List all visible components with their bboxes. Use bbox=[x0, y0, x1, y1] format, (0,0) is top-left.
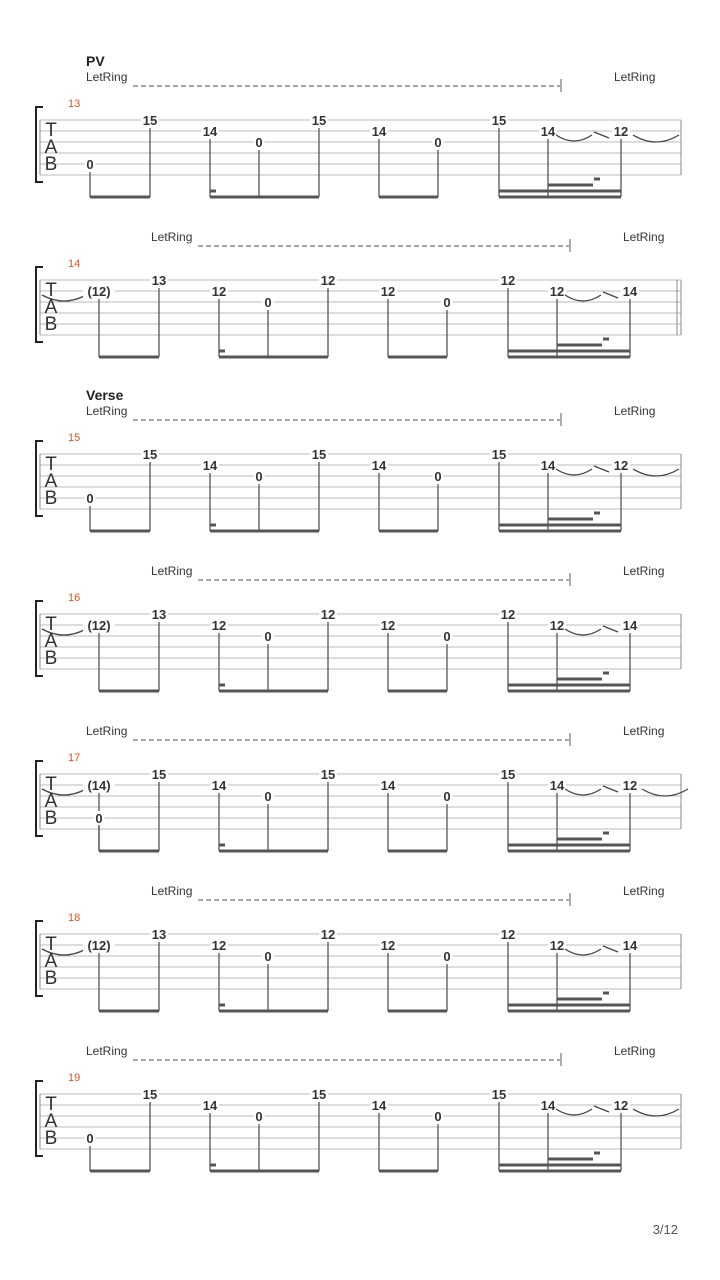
measure-number: 13 bbox=[68, 98, 81, 110]
measure-number: 15 bbox=[68, 432, 81, 444]
tab-clef-letter: A bbox=[44, 297, 58, 318]
tab-clef-letter: T bbox=[45, 280, 57, 301]
fret-number: 0 bbox=[255, 469, 263, 484]
measure-number: 19 bbox=[68, 1072, 81, 1084]
fret-number: 12 bbox=[211, 618, 227, 633]
fret-number: 15 bbox=[311, 447, 327, 462]
tab-system-18 bbox=[36, 884, 681, 1011]
tab-system-16 bbox=[36, 564, 681, 691]
tab-clef-letter: B bbox=[44, 648, 58, 669]
fret-number: 0 bbox=[434, 135, 442, 150]
tab-clef-letter: T bbox=[45, 1094, 57, 1115]
fret-number: 15 bbox=[311, 1087, 327, 1102]
slide-line bbox=[594, 1106, 609, 1112]
tie-arc bbox=[565, 789, 601, 795]
fret-number: 14 bbox=[202, 124, 218, 139]
measure-number: 17 bbox=[68, 752, 81, 764]
fret-number: 15 bbox=[491, 1087, 507, 1102]
tab-clef-letter: B bbox=[44, 154, 58, 175]
tab-clef-letter: A bbox=[44, 1111, 58, 1132]
tab-clef-letter: B bbox=[44, 968, 58, 989]
fret-number: 14 bbox=[540, 124, 556, 139]
fret-number: 15 bbox=[142, 1087, 158, 1102]
fret-number: 14 bbox=[380, 778, 396, 793]
fret-number: 0 bbox=[443, 629, 451, 644]
tie-arc bbox=[565, 295, 601, 301]
fret-number: 12 bbox=[549, 938, 565, 953]
measure-number: 16 bbox=[68, 592, 81, 604]
fret-number: 0 bbox=[443, 295, 451, 310]
fret-number: 12 bbox=[211, 284, 227, 299]
fret-number: 14 bbox=[540, 458, 556, 473]
fret-number: 0 bbox=[264, 295, 272, 310]
slide-line bbox=[603, 292, 618, 298]
letring-label: LetRing bbox=[623, 230, 665, 244]
fret-number: 0 bbox=[434, 1109, 442, 1124]
letring-label: LetRing bbox=[86, 70, 128, 84]
letring-label: LetRing bbox=[86, 404, 128, 418]
letring-label: LetRing bbox=[623, 564, 665, 578]
fret-number: 0 bbox=[86, 491, 94, 506]
fret-number: 15 bbox=[500, 767, 516, 782]
tab-clef-letter: B bbox=[44, 808, 58, 829]
letring-label: LetRing bbox=[86, 724, 128, 738]
tab-system-15 bbox=[36, 387, 681, 531]
fret-number: 0 bbox=[255, 1109, 263, 1124]
slide-line bbox=[603, 946, 618, 952]
tab-clef-letter: A bbox=[44, 631, 58, 652]
measure-number: 14 bbox=[68, 258, 81, 270]
letring-label: LetRing bbox=[623, 724, 665, 738]
fret-number: 14 bbox=[622, 284, 638, 299]
letring-label: LetRing bbox=[151, 564, 193, 578]
fret-number: 0 bbox=[255, 135, 263, 150]
fret-number: 12 bbox=[320, 273, 336, 288]
fret-number: 0 bbox=[434, 469, 442, 484]
fret-number: 13 bbox=[151, 927, 167, 942]
fret-number: 12 bbox=[380, 284, 396, 299]
fret-number: 14 bbox=[202, 1098, 218, 1113]
fret-number: 15 bbox=[151, 767, 167, 782]
page-number: 3/12 bbox=[652, 1222, 678, 1237]
fret-number: 12 bbox=[613, 1098, 629, 1113]
slide-line bbox=[594, 132, 609, 138]
slide-line bbox=[603, 626, 618, 632]
fret-number: 12 bbox=[613, 458, 629, 473]
fret-number: 0 bbox=[264, 629, 272, 644]
fret-number: (12) bbox=[87, 284, 111, 299]
fret-number: 14 bbox=[549, 778, 565, 793]
fret-number: 0 bbox=[443, 949, 451, 964]
tab-system-13 bbox=[36, 53, 681, 197]
fret-number: (12) bbox=[87, 618, 111, 633]
tab-clef-letter: A bbox=[44, 137, 58, 158]
fret-number: 15 bbox=[142, 113, 158, 128]
fret-number: 14 bbox=[622, 938, 638, 953]
slide-line bbox=[603, 786, 618, 792]
fret-number: 12 bbox=[500, 607, 516, 622]
tab-clef-letter: T bbox=[45, 454, 57, 475]
fret-number: 0 bbox=[264, 949, 272, 964]
letring-label: LetRing bbox=[151, 230, 193, 244]
fret-number: 12 bbox=[380, 618, 396, 633]
fret-number: 0 bbox=[86, 157, 94, 172]
slide-line bbox=[594, 466, 609, 472]
letring-label: LetRing bbox=[614, 1044, 656, 1058]
tab-clef-letter: B bbox=[44, 314, 58, 335]
fret-number: 13 bbox=[151, 607, 167, 622]
tab-system-14 bbox=[36, 230, 681, 357]
fret-number: 15 bbox=[491, 447, 507, 462]
tab-clef-letter: B bbox=[44, 1128, 58, 1149]
fret-number: 0 bbox=[86, 1131, 94, 1146]
tie-arc bbox=[556, 469, 592, 475]
letring-label: LetRing bbox=[86, 1044, 128, 1058]
fret-number: 0 bbox=[443, 789, 451, 804]
fret-number: 12 bbox=[549, 284, 565, 299]
section-label: PV bbox=[86, 53, 105, 69]
tab-clef-letter: T bbox=[45, 774, 57, 795]
fret-number: 12 bbox=[500, 273, 516, 288]
section-label: Verse bbox=[86, 387, 124, 403]
fret-number: (12) bbox=[87, 938, 111, 953]
fret-number: 12 bbox=[549, 618, 565, 633]
letring-label: LetRing bbox=[614, 70, 656, 84]
measure-number: 18 bbox=[68, 912, 81, 924]
fret-number: 0 bbox=[95, 811, 103, 826]
tie-arc bbox=[633, 135, 679, 142]
letring-label: LetRing bbox=[623, 884, 665, 898]
fret-number: 12 bbox=[320, 607, 336, 622]
tie-arc bbox=[633, 1109, 679, 1116]
tab-system-19 bbox=[36, 1044, 681, 1171]
tab-system-17 bbox=[36, 724, 688, 851]
tab-clef-letter: T bbox=[45, 934, 57, 955]
fret-number: 12 bbox=[622, 778, 638, 793]
fret-number: 14 bbox=[540, 1098, 556, 1113]
fret-number: 14 bbox=[371, 124, 387, 139]
letring-label: LetRing bbox=[614, 404, 656, 418]
tab-clef-letter: A bbox=[44, 791, 58, 812]
fret-number: 14 bbox=[371, 1098, 387, 1113]
tab-clef-letter: A bbox=[44, 471, 58, 492]
fret-number: 0 bbox=[264, 789, 272, 804]
fret-number: 12 bbox=[500, 927, 516, 942]
fret-number: 14 bbox=[622, 618, 638, 633]
fret-number: 13 bbox=[151, 273, 167, 288]
fret-number: 12 bbox=[613, 124, 629, 139]
tab-clef-letter: T bbox=[45, 120, 57, 141]
tie-arc bbox=[565, 629, 601, 635]
fret-number: 12 bbox=[211, 938, 227, 953]
fret-number: 15 bbox=[311, 113, 327, 128]
fret-number: (14) bbox=[87, 778, 111, 793]
tab-clef-letter: T bbox=[45, 614, 57, 635]
letring-label: LetRing bbox=[151, 884, 193, 898]
tie-arc bbox=[556, 1109, 592, 1115]
fret-number: 14 bbox=[371, 458, 387, 473]
fret-number: 15 bbox=[320, 767, 336, 782]
tab-clef-letter: B bbox=[44, 488, 58, 509]
tab-clef-letter: A bbox=[44, 951, 58, 972]
tie-arc bbox=[556, 135, 592, 141]
fret-number: 14 bbox=[202, 458, 218, 473]
fret-number: 12 bbox=[380, 938, 396, 953]
fret-number: 14 bbox=[211, 778, 227, 793]
fret-number: 15 bbox=[142, 447, 158, 462]
fret-number: 12 bbox=[320, 927, 336, 942]
tie-arc bbox=[633, 469, 679, 476]
fret-number: 15 bbox=[491, 113, 507, 128]
tie-arc bbox=[565, 949, 601, 955]
